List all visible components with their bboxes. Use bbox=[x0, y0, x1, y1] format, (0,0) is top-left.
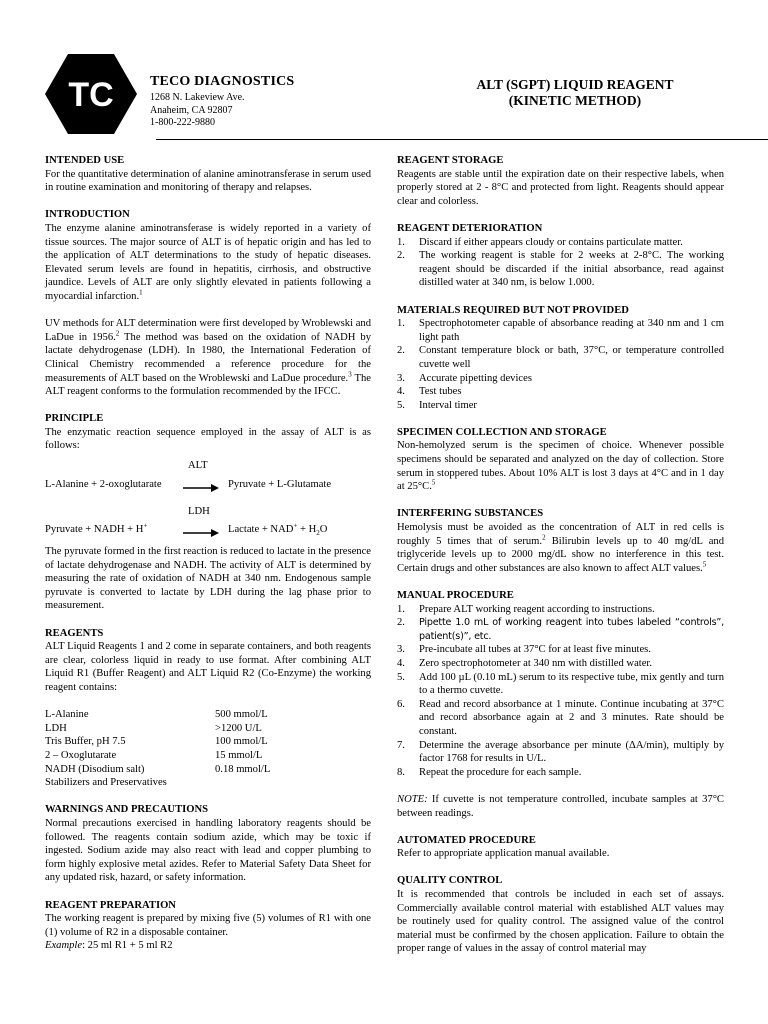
reagent-name: 2 – Oxoglutarate bbox=[45, 749, 117, 761]
reagent-composition-table bbox=[45, 708, 270, 790]
materials-list bbox=[397, 317, 724, 412]
reagent-concentration: >1200 U/L bbox=[215, 722, 262, 734]
reagent-concentration: 0.18 mmol/L bbox=[215, 763, 271, 775]
procedure-step: 8. Repeat the procedure for each sample. bbox=[397, 766, 582, 778]
interfering-heading: INTERFERING SUBSTANCES bbox=[397, 508, 544, 520]
reagent-name: L-Alanine bbox=[45, 709, 89, 721]
specimen-text: Non-hemolyzed serum is the specimen of choice. Whenever possible specimens should be separated and analyzed on the day of collection. Store serum in stoppered tubes. About 10% ALT is lost 3 days at 4°C and in 1 day at 25°C.$^5$ bbox=[397, 440, 724, 493]
materials-item: 5. Interval timer bbox=[397, 399, 477, 411]
principle-paragraph-2: The pyruvate formed in the first reaction is reduced to lactate in the presence of lactate dehydrogenase and NADH. The activity of ALT is determined by measuring the rate of oxidation of NADH at 340 nm. Endogenous sample pyruvate is converted to lactate by LDH during the lag phase prior to measurement. bbox=[45, 546, 371, 612]
reaction-2-products: Lactate + $NAD^+ + H_2O$ bbox=[228, 521, 328, 538]
manual-procedure-list bbox=[397, 603, 724, 780]
reaction-1-arrow bbox=[183, 483, 219, 493]
company-address bbox=[150, 92, 294, 130]
reaction-2-arrow bbox=[183, 528, 219, 538]
reagent-row bbox=[45, 722, 270, 736]
reagent-deterioration-list bbox=[397, 236, 724, 290]
manual-procedure-heading: MANUAL PROCEDURE bbox=[397, 590, 514, 601]
reagent-row bbox=[45, 708, 270, 722]
intended-use-text: For the quantitative determination of alanine aminotransferase in serum used in routine examination and monitoring of therapy and relapses. bbox=[45, 168, 371, 194]
reagent-row bbox=[45, 735, 270, 749]
automated-procedure-text: Refer to appropriate application manual available. bbox=[397, 848, 610, 860]
introduction-paragraph-2: UV methods for ALT determination were first developed by Wroblewski and LaDue in 1956.$^2$ The method was based on the oxidation of NADH by lactate dehydrogenase (LDH). In 1980, the International Federation of Clinical Chemistry recommended a reference procedure for the measurements of ALT based on the Wroblewski and LaDue procedure.$^3$ The ALT reagent conforms to the formulation recommended by the IFCC. bbox=[45, 318, 371, 398]
reaction-1-enzyme: ALT bbox=[188, 460, 208, 472]
right-column bbox=[397, 154, 724, 956]
reaction-scheme bbox=[45, 453, 371, 545]
header-rule bbox=[156, 139, 768, 140]
reagent-name: Tris Buffer, pH 7.5 bbox=[45, 736, 126, 748]
reaction-2-enzyme: LDH bbox=[188, 506, 210, 518]
introduction-paragraph-1: The enzyme alanine aminotransferase is widely reported in a variety of tissue sources. The major source of ALT is of hepatic origin and has led to the application of ALT determinations to the study of hepatic diseases. Elevated serum levels are found in hepatitis, cirrhosis, and obstructive jaundice. Levels of ALT are only slightly elevated in patients following a myocardial infarction.$^1$ bbox=[45, 222, 371, 302]
materials-item: 1. Spectrophotometer capable of absorbance reading at 340 nm and 1 cm light path bbox=[397, 318, 724, 343]
quality-control-heading: QUALITY CONTROL bbox=[397, 875, 503, 887]
logo-text: TC bbox=[68, 76, 114, 114]
procedure-step: 6. Read and record absorbance at 1 minute. Continue incubating at 37°C and record absorbance again at 2 and 3 minutes. Rate should be constant. bbox=[397, 698, 724, 737]
reagent-deterioration-heading: REAGENT DETERIORATION bbox=[397, 222, 543, 234]
reagents-text: ALT Liquid Reagents 1 and 2 come in separate containers, and both reagents are clear, colorless liquid in ready to use format. After combining ALT Liquid R1 (Buffer Reagent) and ALT Liquid R2 (Co-Enzyme) the working reagent contains: bbox=[45, 641, 371, 693]
reaction-2-substrates: Pyruvate + NADH + H+ bbox=[45, 521, 148, 536]
reagent-name: LDH bbox=[45, 722, 67, 734]
intended-use-heading: INTENDED USE bbox=[45, 155, 125, 166]
reagent-preparation-text: The working reagent is prepared by mixing five (5) volumes of R1 with one (1) volume of R2 in a disposable container. bbox=[45, 913, 371, 938]
phone-number: 1-800-222-9880 bbox=[150, 117, 215, 128]
procedure-step: 7. Determine the average absorbance per minute (ΔA/min), multiply by factor 1768 for results in U/L. bbox=[397, 739, 724, 765]
procedure-note: NOTE: If cuvette is not temperature controlled, incubate samples at 37°C between readings. bbox=[397, 793, 724, 819]
principle-text: The enzymatic reaction sequence employed in the assay of ALT is as follows: bbox=[45, 426, 371, 452]
reagent-preparation-heading: REAGENT PREPARATION bbox=[45, 899, 176, 911]
reagent-name: Stabilizers and Preservatives bbox=[45, 777, 167, 789]
deterioration-item: 2. The working reagent is stable for 2 weeks at 2-8°C. The working reagent should be discarded if the initial absorbance, read against distilled water at 340 nm, is below 1.000. bbox=[397, 250, 724, 289]
quality-control-text: It is recommended that controls be included in each set of assays. Commercially available control material with established ALT values may be routinely used for quality control. The assigned value of the control material must be confirmed by the chosen application. Failure to obtain the proper range of values in the assay of control material may bbox=[397, 889, 724, 955]
reagent-name: NADH (Disodium salt) bbox=[45, 763, 145, 775]
reaction-1-substrates: L-Alanine + 2-oxoglutarate bbox=[45, 479, 162, 491]
left-column bbox=[45, 154, 371, 953]
specimen-heading: SPECIMEN COLLECTION AND STORAGE bbox=[397, 426, 607, 438]
procedure-step: 5. Add 100 µL (0.10 mL) serum to its respective tube, mix gently and turn to a thermo cuvette. bbox=[397, 671, 724, 697]
automated-procedure-heading: AUTOMATED PROCEDURE bbox=[397, 834, 536, 846]
warnings-heading: WARNINGS AND PRECAUTIONS bbox=[45, 804, 209, 816]
reagent-storage-heading: REAGENT STORAGE bbox=[397, 155, 504, 166]
materials-item: 4. Test tubes bbox=[397, 386, 462, 398]
warnings-text: Normal precautions exercised in handling laboratory reagents should be followed. The reagents contain sodium azide, which may be toxic if ingested. Sodium azide may also react with lead and copper plumbing to form highly explosive metal azides. Refer to Material Safety Data Sheet for any updated risk, hazard, or safety information. bbox=[45, 817, 371, 884]
procedure-step: 4. Zero spectrophotometer at 340 nm with distilled water. bbox=[397, 657, 653, 669]
deterioration-item: 1. Discard if either appears cloudy or contains particulate matter. bbox=[397, 236, 683, 248]
title-line-2: (KINETIC METHOD) bbox=[508, 93, 642, 108]
address-line-1: 1268 N. Lakeview Ave. bbox=[150, 92, 245, 103]
procedure-step: 3. Pre-incubate all tubes at 37°C for at least five minutes. bbox=[397, 644, 651, 656]
company-name: TECO DIAGNOSTICS bbox=[150, 74, 295, 89]
materials-heading: MATERIALS REQUIRED BUT NOT PROVIDED bbox=[397, 304, 629, 316]
reagent-concentration bbox=[215, 776, 270, 790]
title-line-1: ALT (SGPT) LIQUID REAGENT bbox=[476, 77, 674, 92]
materials-item: 3. Accurate pipetting devices bbox=[397, 372, 532, 384]
reagent-row bbox=[45, 763, 270, 777]
teco-logo bbox=[44, 52, 138, 136]
interfering-text: Hemolysis must be avoided as the concentration of ALT in red cells is roughly 5 times that of serum.$^2$ Bilirubin levels up to 40 mg/dL and triglyceride levels up to 2000 mg/dL show no interference in this test. Certain drugs and other substances are also known to affect ALT values.$^5$ bbox=[397, 522, 724, 574]
reagent-row bbox=[45, 749, 270, 763]
reagent-concentration: 100 mmol/L bbox=[215, 736, 268, 748]
reagent-concentration: 500 mmol/L bbox=[215, 709, 268, 721]
company-block bbox=[150, 74, 294, 130]
principle-heading: PRINCIPLE bbox=[45, 413, 104, 425]
reagent-preparation-example: Example: 25 ml R1 + 5 ml R2 bbox=[45, 940, 173, 952]
reaction-1-products: Pyruvate + L-Glutamate bbox=[228, 479, 332, 491]
materials-item: 2. Constant temperature block or bath, 37°C, or temperature controlled cuvette well bbox=[397, 345, 724, 370]
reagent-storage-text: Reagents are stable until the expiration date on their respective labels, when properly stored at 2 - 8°C and protected from light. Reagents should appear clear and colorless. bbox=[397, 168, 724, 207]
reagents-heading: REAGENTS bbox=[45, 627, 104, 639]
procedure-step: 1. Prepare ALT working reagent according to instructions. bbox=[397, 603, 655, 615]
introduction-heading: INTRODUCTION bbox=[45, 209, 130, 221]
reagent-concentration: 15 mmol/L bbox=[215, 749, 263, 761]
address-line-2: Anaheim, CA 92807 bbox=[150, 104, 233, 116]
document-title bbox=[440, 77, 710, 109]
reagent-row bbox=[45, 776, 270, 790]
procedure-step: 2. Pipette 1.0 mL of working reagent into tubes labeled “controls”, patient(s)”, etc. bbox=[397, 617, 724, 642]
